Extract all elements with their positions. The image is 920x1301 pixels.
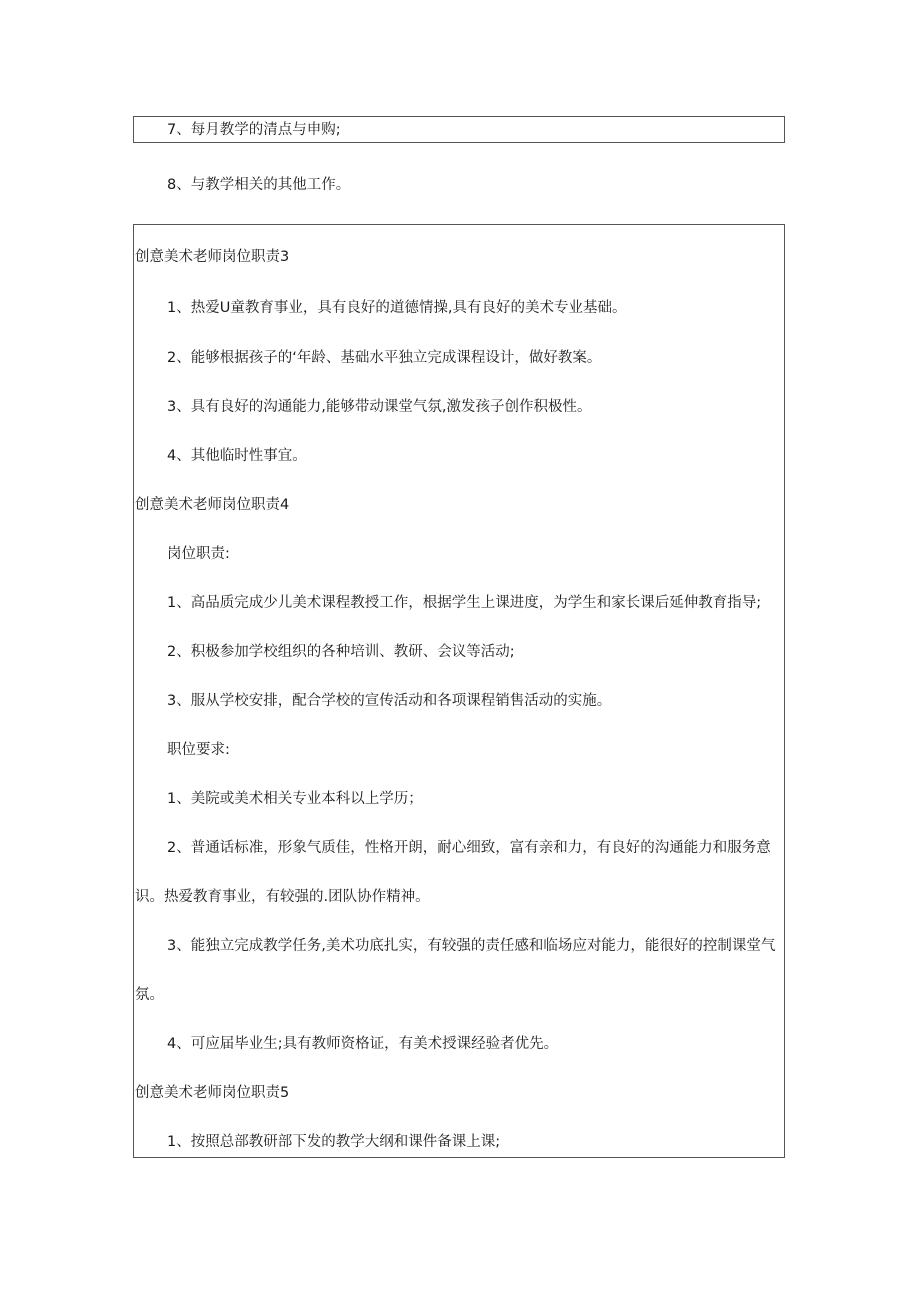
subheading-duties: 岗位职责: [167, 546, 230, 562]
list-item: 2、普通话标准，形象气质佳，性格开朗，耐心细致，富有亲和力，有良好的沟通能力和服务意 [167, 840, 771, 856]
list-item: 8、与教学相关的其他工作。 [167, 177, 351, 193]
list-item: 3、能独立完成教学任务,美术功底扎实，有较强的责任感和临场应对能力，能很好的控制课堂气 [167, 938, 776, 954]
list-item: 4、其他临时性事宜。 [167, 448, 307, 464]
list-item: 1、按照总部教研部下发的教学大纲和课件备课上课; [167, 1134, 501, 1150]
list-item: 1、高品质完成少儿美术课程教授工作，根据学生上课进度，为学生和家长课后延伸教育指导; [167, 595, 762, 611]
section-heading: 创意美术老师岗位职责5 [135, 1085, 290, 1101]
list-item: 1、美院或美术相关专业本科以上学历； [167, 791, 423, 807]
list-item: 7、每月教学的清点与申购; [167, 122, 341, 138]
section-heading: 创意美术老师岗位职责3 [135, 249, 290, 265]
list-item: 2、能够根据孩子的‘年龄、基础水平独立完成课程设计，做好教案。 [167, 350, 602, 366]
list-item: 1、热爱U童教育事业，具有良好的道德情操,具有良好的美术专业基础。 [167, 300, 627, 316]
list-item: 2、积极参加学校组织的各种培训、教研、会议等活动; [167, 644, 515, 660]
list-item: 3、服从学校安排，配合学校的宣传活动和各项课程销售活动的实施。 [167, 693, 612, 709]
subheading-requirements: 职位要求: [167, 742, 230, 758]
list-item: 4、可应届毕业生;具有教师资格证，有美术授课经验者优先。 [167, 1036, 559, 1052]
list-item-continuation: 识。热爱教育事业，有较强的.团队协作精神。 [135, 889, 430, 905]
list-item-continuation: 氛。 [135, 987, 164, 1003]
section-heading: 创意美术老师岗位职责4 [135, 497, 290, 513]
list-item: 3、具有良好的沟通能力,能够带动课堂气氛,激发孩子创作积极性。 [167, 399, 592, 415]
